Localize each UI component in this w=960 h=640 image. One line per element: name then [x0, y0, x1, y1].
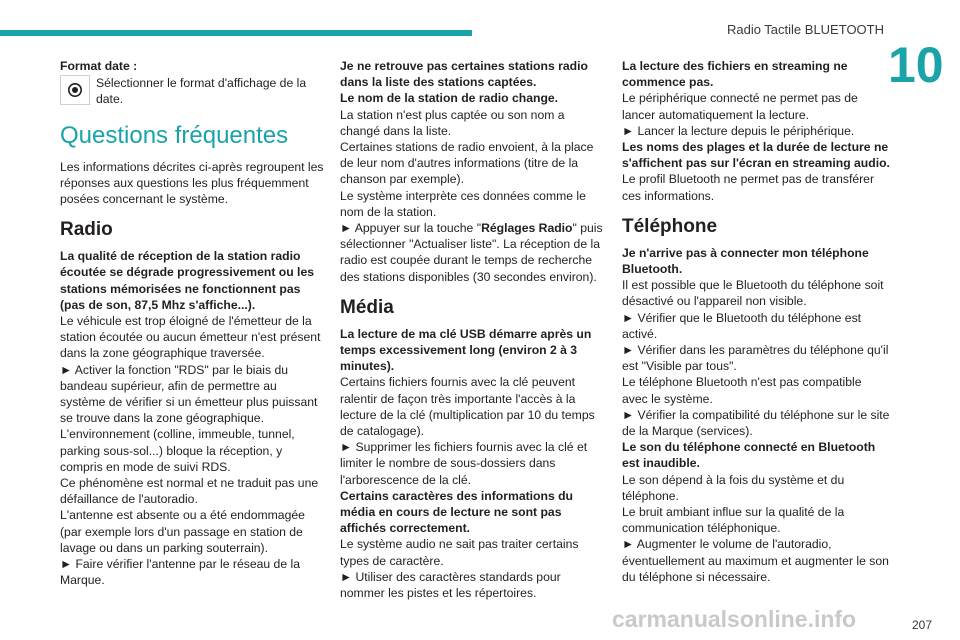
format-date-row	[60, 75, 324, 107]
radio-answer	[340, 220, 606, 285]
radio-selected-icon	[60, 75, 90, 105]
radio-answer: La station n'est plus captée ou son nom a changé dans la liste.	[340, 107, 565, 138]
header-accent-bar	[0, 30, 472, 36]
phone-question: Je n'arrive pas à connecter mon téléphone Bluetooth.	[622, 245, 869, 277]
radio-question: Le nom de la station de radio change.	[340, 91, 559, 106]
radio-answer: Ce phénomène est normal et ne traduit pas une défaillance de l'autoradio.	[60, 476, 319, 507]
phone-answer: Le son dépend à la fois du système et du téléphone.	[622, 472, 845, 503]
media-question: La lecture de ma clé USB démarre après un temps excessivement long (environ 2 à 3 minutes).	[340, 326, 592, 374]
radio-answer: L'environnement (colline, immeuble, tunnel, parking sous-sol...) bloque la réception, y compris en mode de suivi RDS.	[60, 427, 295, 474]
format-date-text: Sélectionner le format d'affichage de la date.	[96, 76, 307, 107]
watermark: carmanualsonline.info	[612, 606, 857, 632]
subsection-title-media: Média	[340, 296, 394, 318]
header-title: Radio Tactile BLUETOOTH	[726, 22, 884, 37]
radio-settings-key: Réglages Radio	[481, 221, 573, 236]
phone-answer: ► Vérifier dans les paramètres du téléphone qu'il est "Visible par tous".	[622, 343, 889, 374]
radio-answer: Le système interprète ces données comme le nom de la station.	[340, 188, 586, 219]
radio-answer: Le véhicule est trop éloigné de l'émetteur de la station écoutée ou aucun émetteur n'est présent dans la zone géographique traversée.	[60, 314, 321, 361]
column-middle	[340, 58, 606, 601]
text-run: ► Appuyer sur la touche "	[340, 221, 482, 236]
subsection-title-phone: Téléphone	[622, 215, 718, 237]
media-answer: ► Supprimer les fichiers fournis avec la clé et limiter le nombre de sous-dossiers dans l'arborescence de la clé.	[340, 440, 588, 487]
media-answer: ► Lancer la lecture depuis le périphérique.	[622, 123, 855, 138]
phone-answer: Il est possible que le Bluetooth du téléphone soit désactivé ou l'appareil non visible.	[622, 278, 884, 309]
media-question: Certains caractères des informations du média en cours de lecture ne sont pas affichés correctement.	[340, 488, 573, 536]
phone-question: Le son du téléphone connecté en Bluetooth est inaudible.	[622, 440, 876, 471]
phone-answer: ► Augmenter le volume de l'autoradio, éventuellement au maximum et augmenter le son du téléphone si nécessaire.	[622, 537, 889, 584]
radio-question: La qualité de réception de la station radio écoutée se dégrade progressivement ou les stations mémorisées ne fonctionnent pas (pas de son, 87,5 Mhz s'affiche...).	[60, 249, 315, 312]
column-right	[622, 58, 890, 585]
media-answer: Le périphérique connecté ne permet pas de lancer automatiquement la lecture.	[622, 91, 858, 122]
section-title-faq: Questions fréquentes	[60, 121, 289, 149]
chapter-number: 10	[888, 37, 944, 93]
radio-answer: L'antenne est absente ou a été endommagée (par exemple lors d'un passage en station de lavage ou dans un parking souterrain).	[60, 508, 305, 555]
radio-answer: ► Faire vérifier l'antenne par le réseau de la Marque.	[60, 557, 300, 588]
radio-answer: ► Activer la fonction "RDS" par le biais du bandeau supérieur, afin de permettre au système de vérifier si un émetteur plus puissant se trouve dans la zone géographique.	[60, 362, 318, 426]
format-date-label: Format date :	[60, 59, 138, 73]
media-answer: Le système audio ne sait pas traiter certains types de caractère.	[340, 537, 579, 568]
radio-question: Je ne retrouve pas certaines stations radio dans la liste des stations captées.	[340, 59, 588, 90]
page-number: 207	[911, 618, 932, 632]
media-answer: Certains fichiers fournis avec la clé peuvent ralentir de façon très importante l'accès à la lecture de la clé (multiplication par 10 du temps de catalogage).	[340, 375, 595, 439]
phone-answer: Le téléphone Bluetooth n'est pas compatible avec le système.	[622, 375, 862, 406]
subsection-title-radio: Radio	[60, 219, 113, 241]
media-answer: ► Utiliser des caractères standards pour nommer les pistes et les répertoires.	[340, 569, 561, 601]
phone-answer: Le bruit ambiant influe sur la qualité de la communication téléphonique.	[622, 505, 845, 536]
radio-answer: Certaines stations de radio envoient, à la place de leur nom d'autres informations (titre de la chanson par exemple).	[340, 140, 594, 187]
column-left	[60, 58, 324, 588]
faq-intro: Les informations décrites ci-après regroupent les réponses aux questions les plus fréquemment posées concernant le système.	[60, 159, 324, 207]
media-question: Les noms des plages et la durée de lecture ne s'affichent pas sur l'écran en streaming audio.	[622, 140, 890, 171]
media-answer: Le profil Bluetooth ne permet pas de transférer ces informations.	[622, 172, 875, 203]
media-question: La lecture des fichiers en streaming ne commence pas.	[622, 59, 848, 90]
text-run: " puis sélectionner "Actualiser liste". La réception de la radio est coupée durant le temps de recherche des stations disponibles (30 secondes environ).	[340, 221, 603, 284]
phone-answer: ► Vérifier que le Bluetooth du téléphone est activé.	[622, 310, 862, 341]
phone-answer: ► Vérifier la compatibilité du téléphone sur le site de la Marque (services).	[622, 407, 890, 439]
